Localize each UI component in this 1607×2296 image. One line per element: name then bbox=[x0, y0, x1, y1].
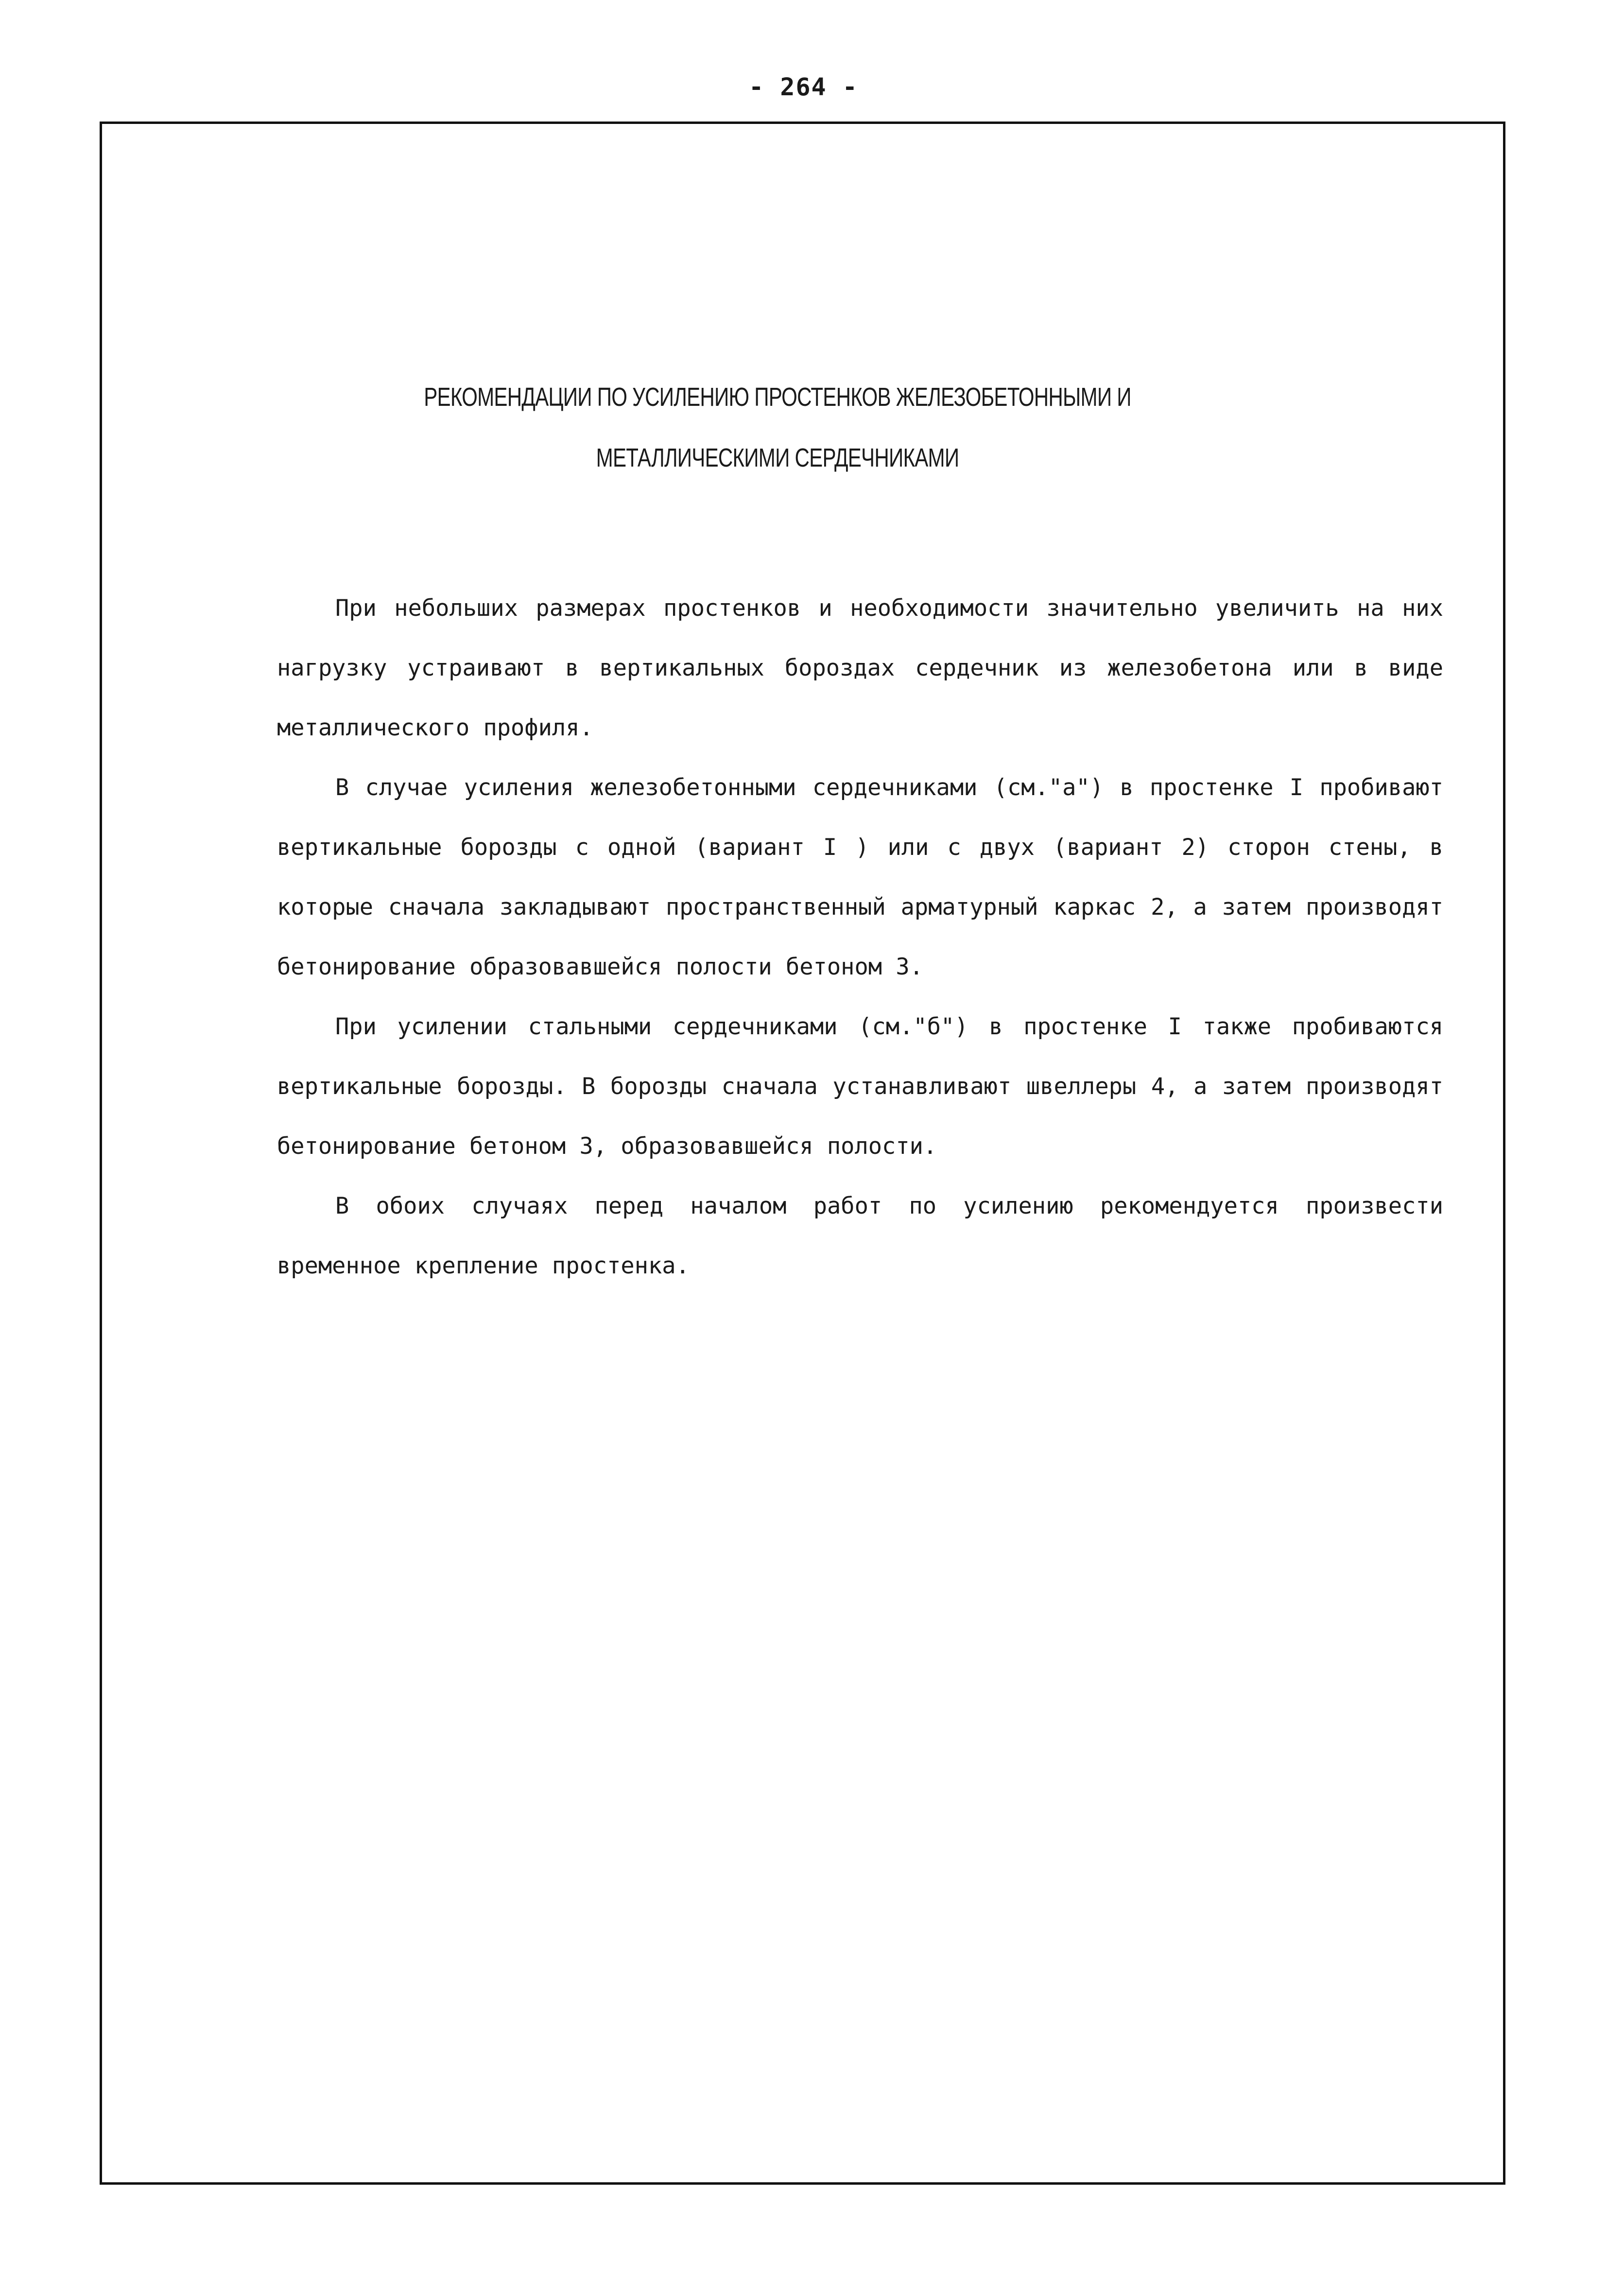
title-line-1: РЕКОМЕНДАЦИИ ПО УСИЛЕНИЮ ПРОСТЕНКОВ ЖЕЛЕЗОБЕТОННЫМИ И bbox=[424, 383, 1131, 412]
document-title bbox=[194, 367, 1361, 488]
body-text bbox=[277, 578, 1443, 1296]
paragraph-1: При небольших размерах простенков и необходимости значительно увеличить на них нагрузку устраивают в вертикальных бороздах сердечник из железобетона или в виде металлического профиля. bbox=[277, 595, 1443, 741]
title-line-2: МЕТАЛЛИЧЕСКИМИ СЕРДЕЧНИКАМИ bbox=[596, 443, 959, 472]
paragraph-4: В обоих случаях перед началом работ по усилению рекомендуется произвести временное крепление простенка. bbox=[277, 1193, 1443, 1279]
page-number: - 264 - bbox=[749, 73, 858, 101]
paragraph-3: При усилении стальными сердечниками (см."б") в простенке I также пробиваются вертикальные борозды. В борозды сначала устанавливают швеллеры 4, а затем производят бетонирование бетоном 3, образовавшейся полости. bbox=[277, 1013, 1443, 1160]
paragraph-2: В случае усиления железобетонными сердечниками (см."а") в простенке I пробивают вертикальные борозды с одной (вариант I ) или с двух (вариант 2) сторон стены, в которые сначала закладывают пространственный арматурный каркас 2, а затем производят бетонирование образовавшейся полости бетоном 3. bbox=[277, 774, 1443, 980]
